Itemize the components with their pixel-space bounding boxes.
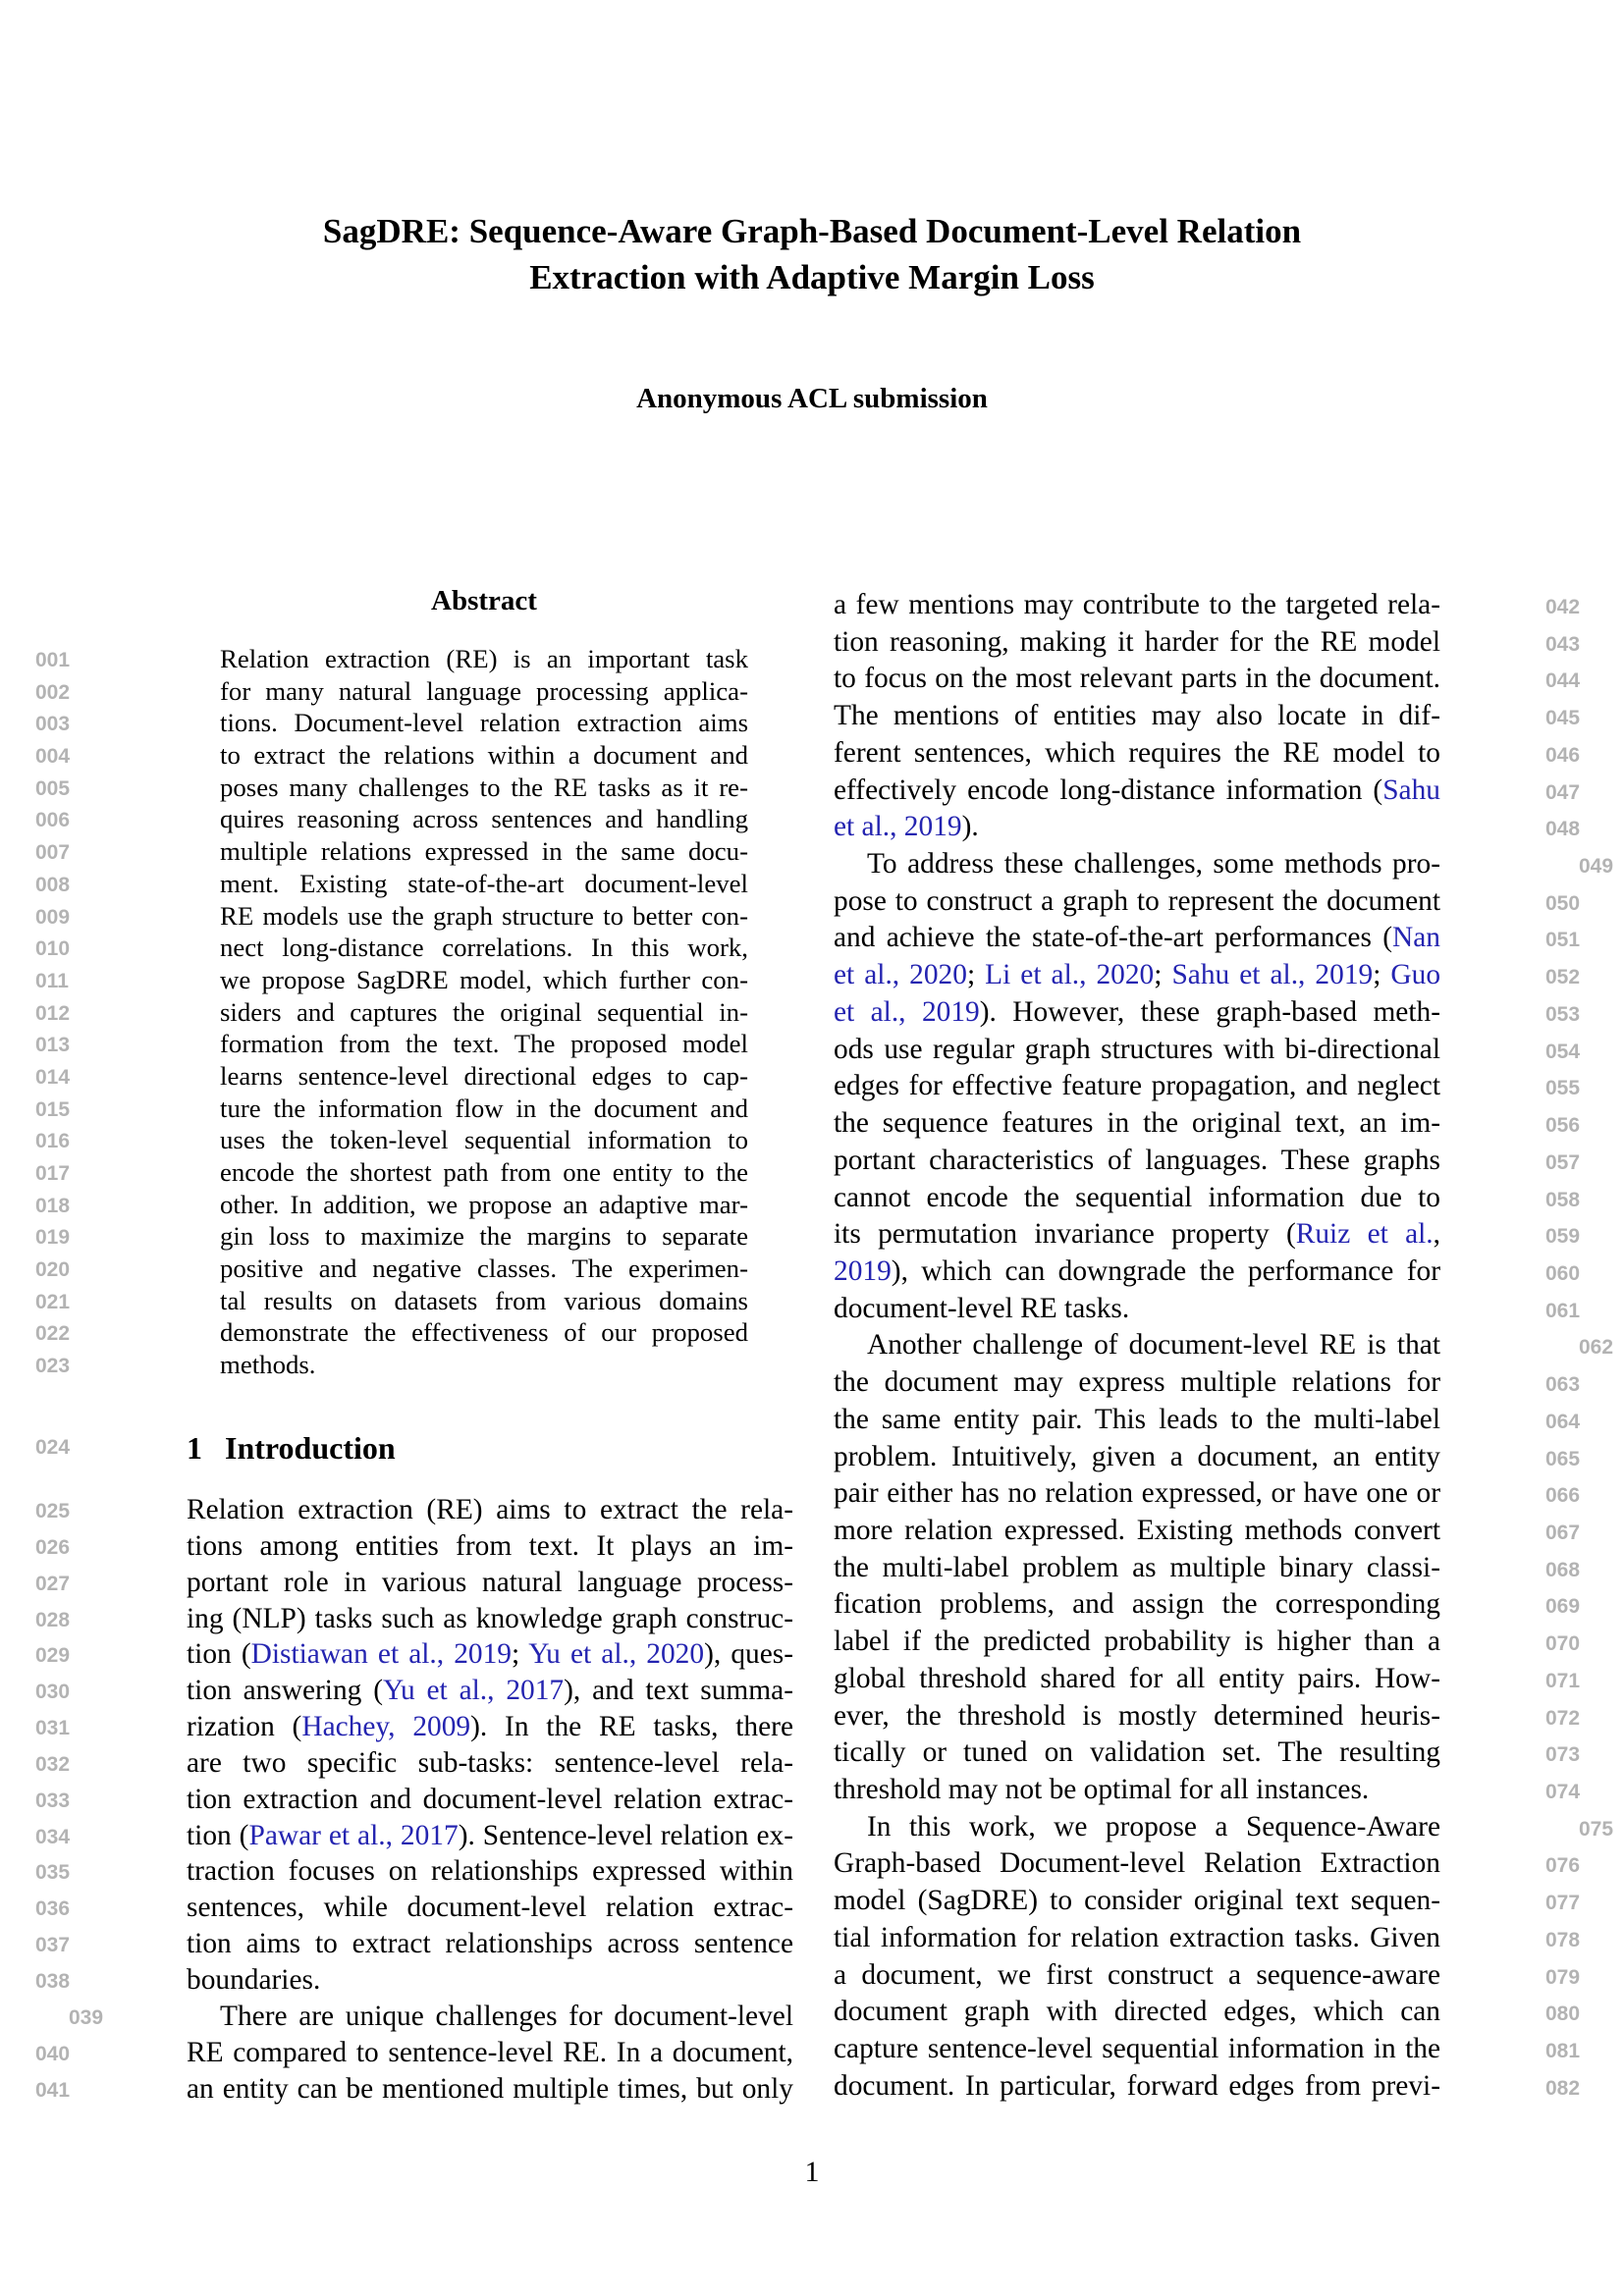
text-segment: ). However, these graph-based meth- <box>979 995 1440 1028</box>
text-line <box>834 1550 1581 1587</box>
line-number: 065 <box>1545 1447 1581 1470</box>
text-line <box>69 1999 793 2035</box>
text-segment: fication problems, and assign the corresponding <box>834 1588 1440 1621</box>
text-line <box>35 1528 793 1565</box>
text-line <box>834 587 1581 624</box>
line-number: 025 <box>35 1500 71 1522</box>
text-line <box>834 957 1581 994</box>
line-number: 072 <box>1545 1706 1581 1730</box>
text-line <box>834 2031 1581 2068</box>
line-number: 071 <box>1545 1669 1581 1692</box>
text-segment: the multi-label problem as multiple binary classi- <box>834 1551 1440 1583</box>
line-number: 060 <box>1545 1261 1581 1285</box>
line-number: 008 <box>35 873 71 896</box>
text-segment: to extract the relations within a document and <box>220 740 748 771</box>
citation-link[interactable]: Distiawan et al., 2019 <box>250 1638 513 1671</box>
text-segment: to focus on the most relevant parts in the document. <box>834 663 1440 695</box>
text-segment: , <box>1433 1218 1440 1251</box>
line-number: 034 <box>35 1825 71 1848</box>
text-segment: problem. Intuitively, given a document, an entity <box>834 1440 1440 1472</box>
text-line <box>35 1124 748 1156</box>
text-line <box>834 1143 1581 1180</box>
text-line <box>834 1957 1581 1995</box>
text-segment: ; <box>1373 959 1391 991</box>
citation-link[interactable]: 2019 <box>834 1255 892 1287</box>
text-line <box>834 1698 1581 1735</box>
abstract-column <box>35 643 748 1381</box>
text-line <box>35 1189 748 1221</box>
text-line <box>834 1439 1581 1476</box>
text-segment: ), which can downgrade the performance for <box>891 1255 1440 1287</box>
text-segment: encode the shortest path from one entity to the <box>220 1157 748 1187</box>
text-segment: boundaries. <box>187 1963 321 1996</box>
text-line <box>35 900 748 933</box>
line-number: 055 <box>1545 1077 1581 1100</box>
text-segment: siders and captures the original sequential in- <box>220 996 748 1027</box>
introduction-left-column <box>35 1492 793 2107</box>
text-line <box>834 883 1581 921</box>
line-number: 045 <box>1545 707 1581 730</box>
text-line <box>35 643 748 675</box>
line-number: 053 <box>1545 1002 1581 1026</box>
line-number: 074 <box>1545 1781 1581 1803</box>
citation-link[interactable]: Pawar et al., 2017 <box>248 1819 459 1851</box>
text-line <box>35 1853 793 1890</box>
text-line <box>35 1745 793 1782</box>
text-line <box>35 868 748 900</box>
text-line <box>834 1475 1581 1513</box>
line-number: 078 <box>1545 1928 1581 1951</box>
text-segment: RE models use the graph structure to better con- <box>220 900 748 931</box>
line-number: 069 <box>1545 1595 1581 1619</box>
line-number: 001 <box>35 649 71 671</box>
right-column <box>834 587 1614 2105</box>
line-number: 033 <box>35 1789 71 1812</box>
line-number: 010 <box>35 937 71 961</box>
text-segment: nect long-distance correlations. In this work, <box>220 933 748 963</box>
text-segment: quires reasoning across sentences and handling <box>220 804 748 834</box>
text-line <box>35 739 748 772</box>
text-line <box>834 1994 1581 2031</box>
text-segment: more relation expressed. Existing methods convert <box>834 1514 1440 1546</box>
text-segment: To address these challenges, some methods pro- <box>867 848 1440 881</box>
citation-link[interactable]: Nan <box>1392 922 1440 954</box>
text-segment: model (SagDRE) to consider original text sequen- <box>834 1885 1440 1917</box>
section-heading-introduction <box>35 1428 793 1468</box>
line-number: 012 <box>35 1001 71 1025</box>
text-segment: edges for effective feature propagation, and neglect <box>834 1070 1440 1102</box>
line-number: 011 <box>35 969 69 992</box>
line-number: 057 <box>1545 1150 1581 1174</box>
text-line <box>834 1254 1581 1291</box>
text-line <box>834 1180 1581 1217</box>
line-number: 082 <box>1545 2076 1581 2100</box>
line-number: 073 <box>1545 1743 1581 1767</box>
text-segment: demonstrate the effectiveness of our proposed <box>220 1317 748 1348</box>
line-number: 080 <box>1545 2002 1581 2026</box>
text-segment: The mentions of entities may also locate in dif- <box>834 700 1440 732</box>
line-number: 020 <box>35 1258 71 1282</box>
line-number: 002 <box>35 680 71 704</box>
text-segment: tion answering ( <box>187 1675 383 1707</box>
text-segment: ment. Existing state-of-the-art document-level <box>220 868 748 898</box>
text-segment: capture sentence-level sequential information in the <box>834 2033 1440 2065</box>
text-segment: ever, the threshold is mostly determined heuris- <box>834 1699 1440 1732</box>
line-number: 031 <box>35 1717 71 1740</box>
text-line <box>834 1216 1581 1254</box>
text-line <box>834 1105 1581 1143</box>
text-line <box>834 809 1581 846</box>
line-number: 070 <box>1545 1632 1581 1656</box>
text-line <box>834 1772 1581 1809</box>
text-segment: portant characteristics of languages. These graphs <box>834 1144 1440 1176</box>
text-line <box>35 1962 793 1999</box>
text-segment: ), and text summa- <box>564 1675 793 1707</box>
line-number: 064 <box>1545 1410 1581 1433</box>
text-segment: an entity can be mentioned multiple times, but only <box>187 2072 793 2105</box>
text-line <box>35 2071 793 2108</box>
line-number: 035 <box>35 1861 71 1885</box>
citation-link[interactable]: Guo <box>1390 959 1441 991</box>
line-number: 003 <box>35 713 71 736</box>
text-line <box>35 1060 748 1093</box>
text-line <box>834 1661 1581 1698</box>
text-segment: and achieve the state-of-the-art performances ( <box>834 922 1393 954</box>
text-segment: for many natural language processing applica- <box>220 675 748 706</box>
line-number: 038 <box>35 1969 71 1993</box>
text-line <box>35 1926 793 1962</box>
text-line <box>834 994 1581 1032</box>
text-line <box>35 803 748 835</box>
text-line <box>35 2035 793 2071</box>
text-line <box>35 1220 748 1253</box>
text-segment: tion aims to extract relationships across sentence <box>187 1928 793 1960</box>
paper-title <box>0 208 1624 300</box>
text-line <box>35 1028 748 1060</box>
text-segment: tion reasoning, making it harder for the RE model <box>834 625 1440 658</box>
text-segment: tions. Document-level relation extraction aims <box>220 708 748 738</box>
line-number: 024 <box>35 1436 71 1459</box>
text-segment: tial information for relation extraction tasks. Given <box>834 1921 1440 1953</box>
line-number: 048 <box>1545 818 1581 841</box>
text-line <box>834 1920 1581 1957</box>
citation-link[interactable]: et al., 2019 <box>834 811 962 843</box>
text-line <box>834 735 1581 773</box>
text-segment: sentences, while document-level relation extrac- <box>187 1892 793 1924</box>
text-segment: portant role in various natural language process- <box>187 1566 793 1598</box>
citation-link[interactable]: Hachey, 2009 <box>301 1711 471 1743</box>
text-line <box>834 1586 1581 1624</box>
line-number: 043 <box>1545 632 1581 656</box>
text-segment: ). <box>961 811 979 843</box>
line-number: 079 <box>1545 1965 1581 1989</box>
line-number: 041 <box>35 2078 71 2102</box>
text-segment: positive and negative classes. The experimen- <box>220 1254 748 1284</box>
line-number: 015 <box>35 1097 71 1121</box>
line-number: 006 <box>35 809 71 832</box>
line-number: 059 <box>1545 1225 1581 1249</box>
text-line <box>35 1673 793 1709</box>
text-line <box>35 1601 793 1637</box>
text-segment: document. In particular, forward edges from previ- <box>834 2069 1440 2102</box>
text-line <box>834 1068 1581 1105</box>
line-number: 029 <box>35 1644 71 1668</box>
text-line <box>35 1636 793 1673</box>
line-number: 004 <box>35 745 71 769</box>
text-line <box>834 1327 1614 1364</box>
line-number: 036 <box>35 1897 71 1921</box>
text-line <box>834 1291 1581 1328</box>
text-line <box>35 1253 748 1285</box>
text-line <box>35 835 748 868</box>
text-line <box>35 1349 748 1381</box>
text-segment: tions among entities from text. It plays an im- <box>187 1529 793 1562</box>
text-segment: its permutation invariance property ( <box>834 1218 1296 1251</box>
line-number: 017 <box>35 1162 71 1185</box>
line-number: 076 <box>1545 1854 1581 1878</box>
text-line <box>834 698 1581 735</box>
author-line: Anonymous ACL submission <box>636 383 988 414</box>
text-line <box>834 624 1581 662</box>
line-number: 056 <box>1545 1114 1581 1138</box>
citation-link[interactable]: et al., 2019 <box>834 995 980 1028</box>
line-number: 067 <box>1545 1521 1581 1544</box>
page-number: 1 <box>804 2156 820 2188</box>
line-number: 049 <box>1579 855 1614 879</box>
text-segment: ). In the RE tasks, there <box>470 1711 793 1743</box>
text-segment: we propose SagDRE model, which further con- <box>220 964 748 994</box>
line-number: 039 <box>69 2005 104 2029</box>
text-segment: cannot encode the sequential information due to <box>834 1181 1440 1213</box>
text-segment: ods use regular graph structures with bi-directional <box>834 1033 1440 1065</box>
text-segment: ferent sentences, which requires the RE model to <box>834 736 1440 769</box>
line-number: 018 <box>35 1194 71 1217</box>
text-segment: Relation extraction (RE) aims to extract the rela- <box>187 1494 793 1525</box>
text-segment: In this work, we propose a Sequence-Aware <box>867 1810 1440 1842</box>
text-segment: pair either has no relation expressed, or have one or <box>834 1477 1440 1510</box>
line-number: 050 <box>1545 891 1581 915</box>
text-line <box>35 1565 793 1601</box>
text-segment: a document, we first construct a sequence-aware <box>834 1958 1440 1991</box>
line-number: 047 <box>1545 780 1581 804</box>
text-segment: tically or tuned on validation set. The resulting <box>834 1736 1440 1769</box>
line-number: 028 <box>35 1608 71 1631</box>
line-number: 061 <box>1545 1299 1581 1322</box>
text-segment: tion ( <box>187 1819 249 1851</box>
text-line <box>834 920 1581 957</box>
text-segment: the sequence features in the original text, an im- <box>834 1107 1440 1140</box>
text-segment: ; <box>512 1638 529 1671</box>
line-number: 022 <box>35 1322 71 1346</box>
text-line <box>834 661 1581 698</box>
section-title: Introduction <box>225 1430 396 1466</box>
line-number: 005 <box>35 776 71 800</box>
text-line <box>834 2068 1581 2106</box>
text-line <box>834 1032 1581 1069</box>
text-line <box>834 1809 1614 1846</box>
text-segment: Graph-based Document-level Relation Extraction <box>834 1847 1440 1880</box>
line-number: 021 <box>35 1290 71 1313</box>
line-number: 042 <box>1545 596 1581 618</box>
text-line <box>35 1890 793 1926</box>
line-number: 044 <box>1545 669 1581 693</box>
text-segment: a few mentions may contribute to the targeted rela- <box>834 589 1440 620</box>
citation-link[interactable]: Sahu et al., 2019 <box>1171 959 1374 991</box>
line-number: 051 <box>1545 929 1581 952</box>
text-line <box>35 1316 748 1349</box>
citation-link[interactable]: Yu et al., 2020 <box>528 1638 705 1671</box>
text-line <box>35 1285 748 1317</box>
text-segment: global threshold shared for all entity pairs. How- <box>834 1662 1440 1694</box>
paper-title-line-1: SagDRE: Sequence-Aware Graph-Based Document-Level Relation <box>322 212 1302 250</box>
line-number: 075 <box>1579 1817 1614 1841</box>
text-line <box>834 1845 1581 1883</box>
text-segment: ; <box>966 959 986 991</box>
text-line <box>35 772 748 804</box>
text-segment: Relation extraction (RE) is an important task <box>220 644 748 673</box>
text-segment: label if the predicted probability is higher than a <box>834 1626 1440 1658</box>
text-segment: gin loss to maximize the margins to separate <box>220 1221 748 1252</box>
text-line <box>834 1364 1581 1402</box>
line-number: 032 <box>35 1752 71 1776</box>
text-line <box>35 964 748 996</box>
line-number: 037 <box>35 1934 71 1957</box>
line-number: 019 <box>35 1226 71 1250</box>
line-number: 077 <box>1545 1892 1581 1915</box>
text-line <box>35 1782 793 1818</box>
line-number: 046 <box>1545 743 1581 767</box>
line-number: 062 <box>1579 1336 1614 1360</box>
text-segment: pose to construct a graph to represent the document <box>834 884 1440 917</box>
text-segment: uses the token-level sequential information to <box>220 1125 748 1155</box>
text-segment: document-level RE tasks. <box>834 1292 1130 1324</box>
text-segment: rization ( <box>187 1711 302 1743</box>
text-line <box>35 996 748 1029</box>
section-number: 1 <box>187 1430 202 1466</box>
line-number: 063 <box>1545 1373 1581 1397</box>
citation-link[interactable]: Ruiz et al. <box>1295 1218 1434 1251</box>
line-number: 040 <box>35 2042 71 2065</box>
line-number: 052 <box>1545 966 1581 989</box>
text-line <box>35 1709 793 1745</box>
text-segment: poses many challenges to the RE tasks as it re- <box>220 772 748 802</box>
text-line <box>834 1402 1581 1439</box>
text-line <box>35 675 748 708</box>
citation-link[interactable]: Sahu <box>1382 774 1440 806</box>
line-number: 027 <box>35 1572 71 1595</box>
citation-link[interactable]: et al., 2020 <box>834 959 967 991</box>
line-number: 054 <box>1545 1040 1581 1063</box>
line-number: 007 <box>35 841 71 865</box>
text-line <box>834 1513 1581 1550</box>
line-number: 066 <box>1545 1484 1581 1508</box>
text-segment: formation from the text. The proposed model <box>220 1029 748 1059</box>
text-segment: Another challenge of document-level RE is that <box>867 1329 1440 1362</box>
text-segment: multiple relations expressed in the same docu- <box>220 836 748 867</box>
text-segment: effectively encode long-distance information ( <box>834 774 1383 806</box>
text-segment: tion ( <box>187 1638 251 1671</box>
citation-link[interactable]: Li et al., 2020 <box>985 959 1155 991</box>
text-line <box>834 773 1581 810</box>
line-number: 026 <box>35 1535 71 1559</box>
text-line <box>35 707 748 739</box>
text-line <box>35 1492 793 1528</box>
text-segment: There are unique challenges for document-level <box>220 2000 793 2032</box>
line-number: 023 <box>35 1355 71 1378</box>
text-line <box>35 1093 748 1125</box>
text-line <box>35 932 748 964</box>
line-number: 014 <box>35 1065 71 1089</box>
line-number: 081 <box>1545 2040 1581 2063</box>
text-line <box>834 1883 1581 1920</box>
text-segment: traction focuses on relationships expressed within <box>187 1855 793 1888</box>
line-number: 009 <box>35 905 71 929</box>
text-segment: ture the information flow in the document and <box>220 1093 748 1123</box>
text-line <box>35 1156 748 1189</box>
text-segment: ), ques- <box>704 1638 793 1671</box>
text-line <box>834 1735 1581 1772</box>
text-segment: are two specific sub-tasks: sentence-level rela- <box>187 1746 793 1779</box>
line-number: 068 <box>1545 1558 1581 1581</box>
text-segment: tal results on datasets from various domains <box>220 1285 748 1315</box>
text-line <box>35 1818 793 1854</box>
text-segment: document graph with directed edges, which can <box>834 1996 1440 2028</box>
text-segment: tion extraction and document-level relation extrac- <box>187 1783 793 1815</box>
abstract-heading: Abstract <box>431 585 537 616</box>
citation-link[interactable]: Yu et al., 2017 <box>383 1675 565 1707</box>
text-segment: RE compared to sentence-level RE. In a document, <box>187 2036 793 2068</box>
text-segment: methods. <box>220 1350 316 1380</box>
text-segment: the same entity pair. This leads to the multi-label <box>834 1403 1440 1435</box>
text-segment: threshold may not be optimal for all instances. <box>834 1774 1370 1805</box>
text-segment: ; <box>1154 959 1172 991</box>
text-segment: ing (NLP) tasks such as knowledge graph construc- <box>187 1602 793 1634</box>
paper-title-line-2: Extraction with Adaptive Margin Loss <box>529 258 1095 296</box>
text-segment: ). Sentence-level relation ex- <box>458 1819 793 1851</box>
text-line <box>834 1624 1581 1661</box>
text-line <box>834 846 1614 883</box>
line-number: 030 <box>35 1681 71 1704</box>
line-number: 058 <box>1545 1188 1581 1211</box>
line-number: 016 <box>35 1130 71 1153</box>
text-segment: learns sentence-level directional edges to cap- <box>220 1060 748 1091</box>
text-segment: the document may express multiple relations for <box>834 1366 1440 1399</box>
line-number: 013 <box>35 1034 71 1057</box>
text-segment: other. In addition, we propose an adaptive mar- <box>220 1189 748 1219</box>
